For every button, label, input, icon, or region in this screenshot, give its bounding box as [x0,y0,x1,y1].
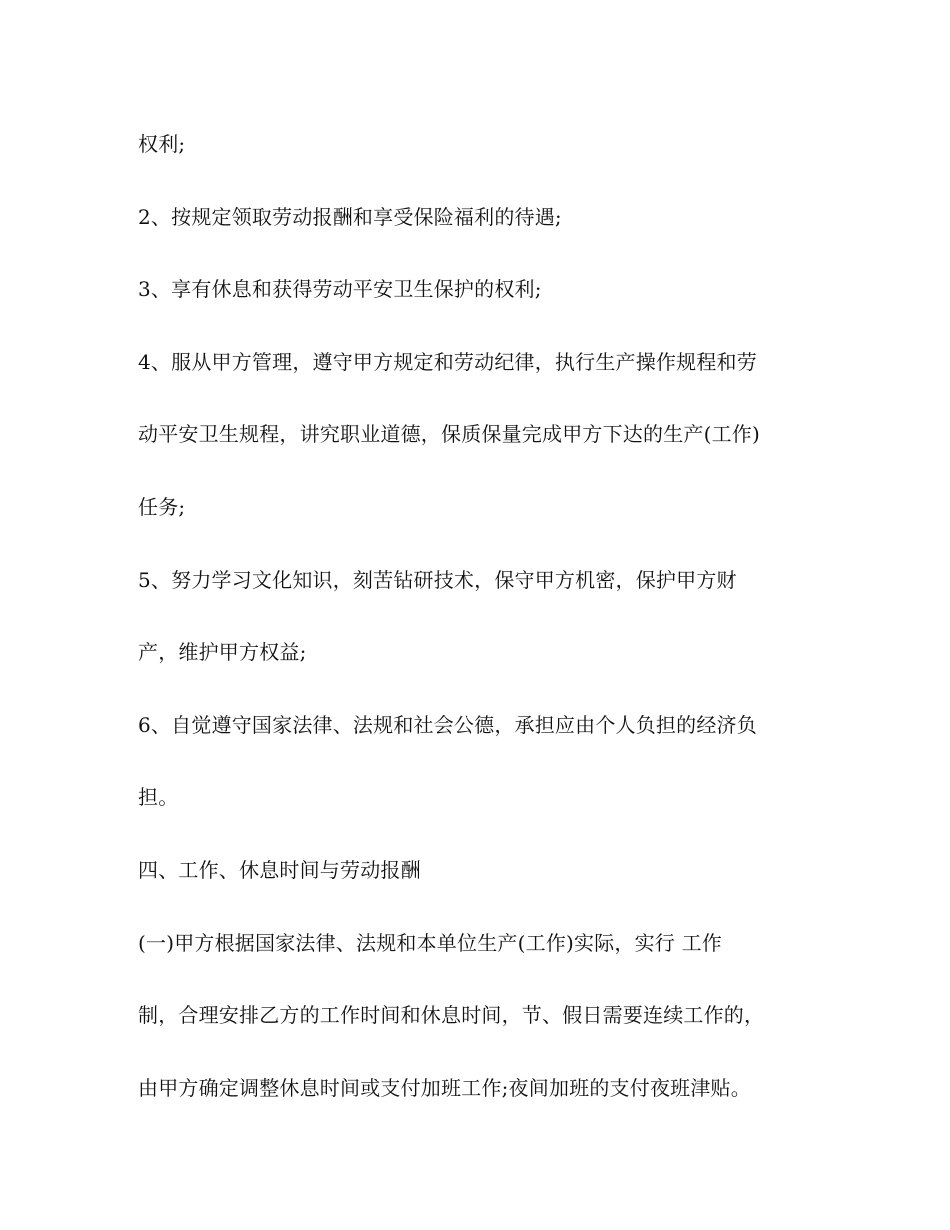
text-line: 由甲方确定调整休息时间或支付加班工作;夜间加班的支付夜班津贴。 [138,1075,751,1100]
text-line: 5、努力学习文化知识，刻苦钻研技术，保守甲方机密，保护甲方财 [138,567,737,592]
text-line: 3、享有休息和获得劳动平安卫生保护的权利; [138,277,542,302]
text-line: 制，合理安排乙方的工作时间和休息时间，节、假日需要连续工作的， [138,1003,765,1028]
text-line: (一)甲方根据国家法律、法规和本单位生产(工作)实际，实行 工作 [138,930,722,955]
text-line: 担。 [138,785,179,810]
text-line: 6、自觉遵守国家法律、法规和社会公德，承担应由个人负担的经济负 [138,712,757,737]
text-line: 产，维护甲方权益; [138,640,307,665]
text-line: 权利; [138,132,186,156]
section-heading: 四、工作、休息时间与劳动报酬 [138,857,421,882]
document-body [138,126,828,1142]
text-line: 4、服从甲方管理，遵守甲方规定和劳动纪律，执行生产操作规程和劳 [138,349,757,374]
text-line: 任务; [138,494,186,519]
text-line: 动平安卫生规程，讲究职业道德，保质保量完成甲方下达的生产(工作) [138,422,761,447]
text-line: 2、按规定领取劳动报酬和享受保险福利的待遇; [138,204,562,229]
